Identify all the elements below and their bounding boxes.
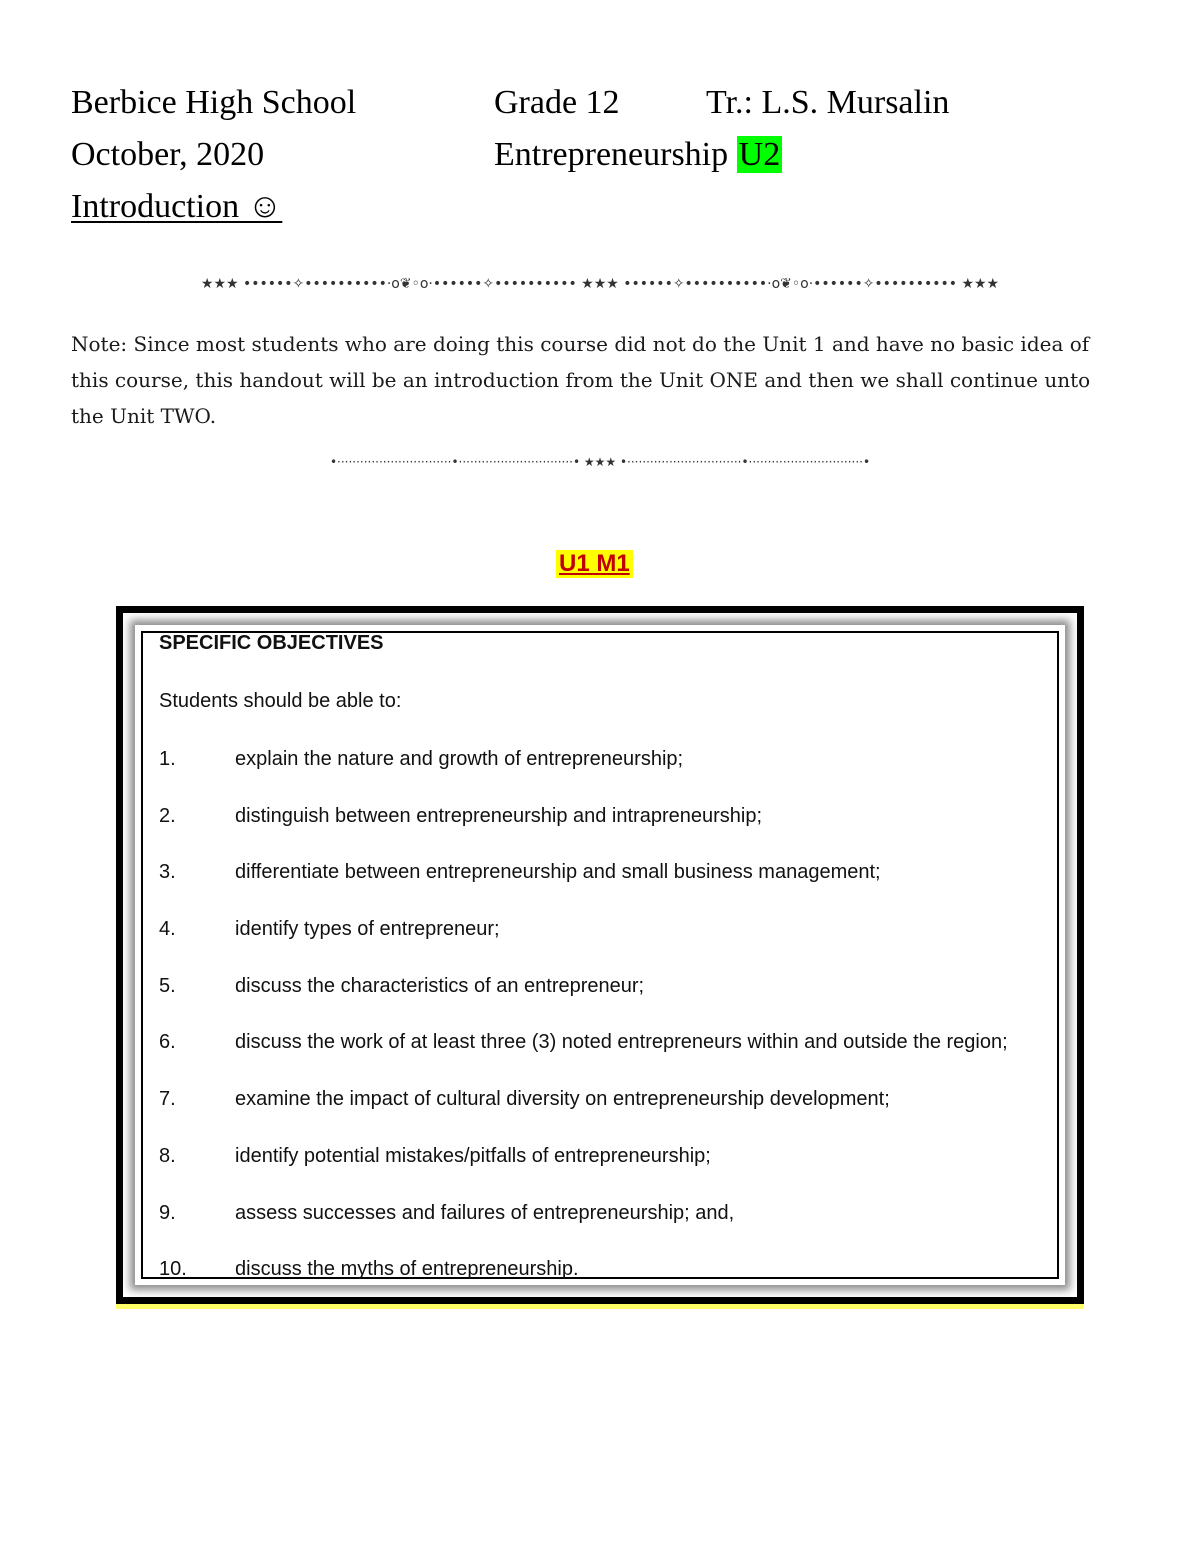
section-title: Introduction ☺	[71, 188, 283, 225]
list-item-text: discuss the characteristics of an entrepreneur;	[235, 974, 645, 997]
list-item-text: examine the impact of cultural diversity on entrepreneurship development;	[235, 1088, 890, 1111]
objectives-title: SPECIFIC OBJECTIVES	[159, 632, 384, 654]
subject-label: Entrepreneurship	[494, 136, 729, 173]
note-paragraph: Note: Since most students who are doing this course did not do the Unit 1 and have no basic idea of this course, this handout will be an introduction from the Unit ONE and then we shall continue unto the Unit TWO.	[71, 332, 1091, 428]
unit-module-label: U1 M1	[556, 550, 633, 578]
objectives-intro: Students should be able to:	[159, 690, 402, 712]
list-item	[159, 1198, 1064, 1255]
list-item-text: identify potential mistakes/pitfalls of entrepreneurship;	[235, 1144, 711, 1167]
list-item	[159, 1084, 1064, 1141]
list-item-text: assess successes and failures of entrepreneurship; and,	[235, 1201, 735, 1224]
list-item-text: discuss the work of at least three (3) noted entrepreneurs within and outside the region;	[235, 1031, 1008, 1054]
list-item-number: 7.	[159, 1088, 176, 1111]
list-item	[159, 1027, 1064, 1084]
list-item-number: 6.	[159, 1031, 176, 1054]
list-item	[159, 914, 1064, 971]
list-item	[159, 801, 1064, 858]
list-item	[159, 744, 1064, 801]
list-item-text: identify types of entrepreneur;	[235, 918, 500, 941]
list-item-number: 1.	[159, 748, 176, 770]
teacher-label: Tr.: L.S. Mursalin	[706, 84, 950, 121]
unit-tag-highlight: U2	[738, 136, 781, 173]
ornament-divider-middle: •······························•······························• ★★★ •······························•······························•	[329, 455, 871, 469]
list-item-text: distinguish between entrepreneurship and intrapreneurship;	[235, 804, 763, 827]
list-item-text: explain the nature and growth of entrepreneurship;	[235, 748, 684, 770]
list-item	[159, 1254, 1064, 1311]
list-item-number: 10.	[159, 1258, 187, 1281]
date-label: October, 2020	[71, 136, 265, 173]
list-item-number: 9.	[159, 1201, 176, 1224]
list-item-text: differentiate between entrepreneurship and small business management;	[235, 861, 881, 884]
list-item	[159, 1141, 1064, 1198]
subject-line	[494, 135, 782, 175]
list-item-number: 8.	[159, 1144, 176, 1167]
objectives-list	[159, 744, 1064, 1311]
list-item	[159, 971, 1064, 1028]
ornament-divider-top: ★★★ ••••••✧••••••••••·o❦◦o·••••••✧•••••••••• ★★★ ••••••✧••••••••••·o❦◦o·••••••✧•••••••••• ★★★	[200, 276, 1000, 292]
list-item-text: discuss the myths of entrepreneurship.	[235, 1258, 579, 1281]
list-item	[159, 857, 1064, 914]
grade-label: Grade 12	[494, 84, 620, 121]
list-item-number: 5.	[159, 974, 176, 997]
list-item-number: 2.	[159, 804, 176, 827]
list-item-number: 3.	[159, 861, 176, 884]
list-item-number: 4.	[159, 918, 176, 941]
school-name: Berbice High School	[71, 84, 357, 121]
